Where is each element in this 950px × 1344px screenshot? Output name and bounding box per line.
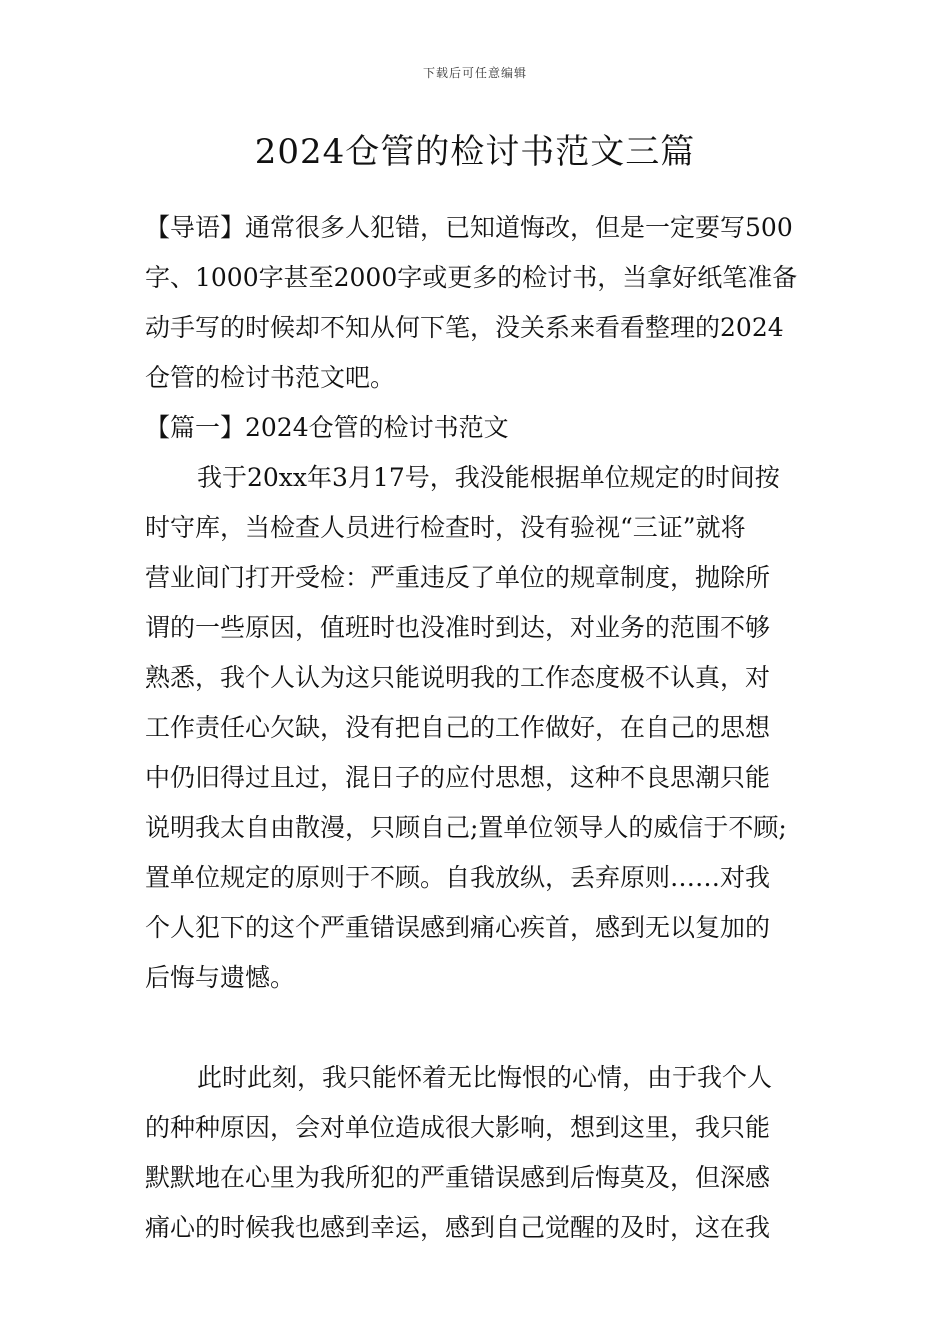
paragraph-1 — [145, 453, 813, 1003]
paragraph-line: 说明我太自由散漫，只顾自己;置单位领导人的威信于不顾; — [145, 813, 787, 842]
section-heading: 【篇一】2024仓管的检讨书范文 — [145, 413, 509, 442]
paragraph-line: 谓的一些原因，值班时也没准时到达，对业务的范围不够 — [145, 613, 771, 642]
paragraph-line: 后悔与遗憾。 — [145, 963, 296, 992]
intro-line: 字、1000字甚至2000字或更多的检讨书，当拿好纸笔准备 — [145, 263, 798, 292]
intro-line: 仓管的检讨书范文吧。 — [145, 363, 396, 392]
paragraph-line: 时守库，当检查人员进行检查时，没有验视“三证”就将 — [145, 513, 746, 542]
paragraph-line: 个人犯下的这个严重错误感到痛心疾首，感到无以复加的 — [145, 913, 771, 942]
paragraph-line: 的种种原因，会对单位造成很大影响，想到这里，我只能 — [145, 1113, 771, 1142]
paragraph-line: 痛心的时候我也感到幸运，感到自己觉醒的及时，这在我 — [145, 1213, 771, 1242]
header-note: 下载后可任意编辑 — [422, 66, 527, 80]
paragraph-line: 工作责任心欠缺，没有把自己的工作做好，在自己的思想 — [145, 713, 771, 742]
intro-paragraph — [145, 203, 813, 403]
paragraph-line: 我于20xx年3月17号，我没能根据单位规定的时间按 — [197, 463, 780, 492]
intro-line: 【导语】通常很多人犯错，已知道悔改，但是一定要写500 — [145, 213, 793, 242]
paragraph-line: 中仍旧得过且过，混日子的应付思想，这种不良思潮只能 — [145, 763, 771, 792]
paragraph-line: 默默地在心里为我所犯的严重错误感到后悔莫及，但深感 — [145, 1163, 771, 1192]
intro-line: 动手写的时候却不知从何下笔，没关系来看看整理的2024 — [145, 313, 784, 342]
paragraph-2 — [145, 1053, 813, 1253]
paragraph-line: 熟悉，我个人认为这只能说明我的工作态度极不认真，对 — [145, 663, 771, 692]
document-title: 2024仓管的检讨书范文三篇 — [254, 132, 696, 172]
paragraph-line: 置单位规定的原则于不顾。自我放纵，丢弃原则……对我 — [145, 863, 771, 892]
paragraph-line: 此时此刻，我只能怀着无比悔恨的心情，由于我个人 — [197, 1063, 773, 1092]
paragraph-spacer — [145, 1003, 813, 1053]
document-body — [145, 203, 813, 1253]
paragraph-line: 营业间门打开受检：严重违反了单位的规章制度，抛除所 — [145, 563, 771, 592]
